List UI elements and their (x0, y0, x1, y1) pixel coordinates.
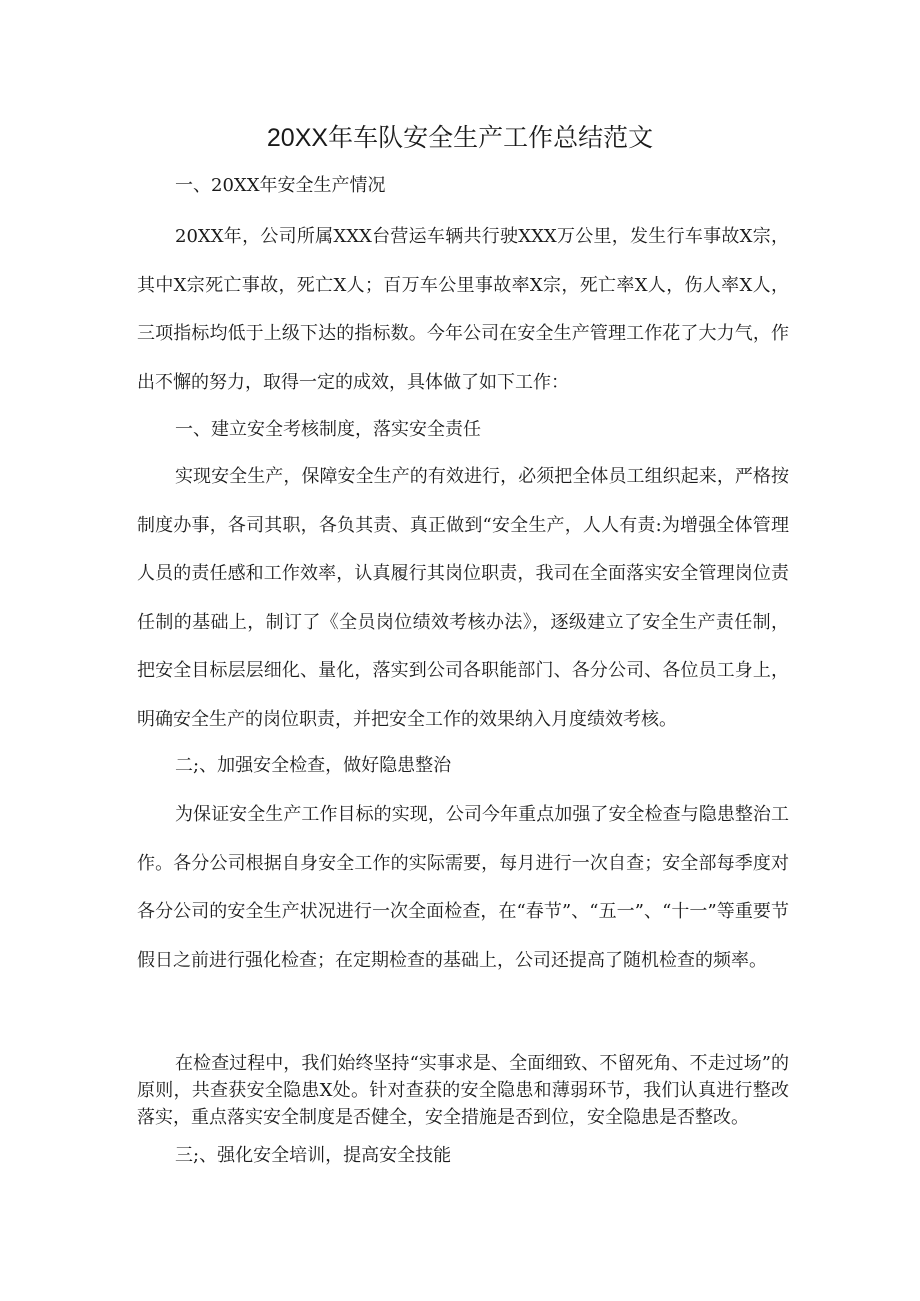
paragraph-intro: 20XX年，公司所属XXX台营运车辆共行驶XXX万公里，发生行车事故X宗，其中X宗死亡事故，死亡X人；百万车公里事故率X宗，死亡率X人，伤人率X人，三项指标均低于上级下达的指标数。今年公司在安全生产管理工作花了大力气，作出不懈的努力，取得一定的成效，具体做了如下工作： (137, 226, 789, 393)
paragraph-1: 实现安全生产，保障安全生产的有效进行，必须把全体员工组织起来，严格按制度办事，各司其职，各负其责、真正做到“安全生产，人人有责:为增强全体管理人员的责任感和工作效率，认真履行其岗位职责，我司在全面落实安全管理岗位责任制的基础上，制订了《全员岗位绩效考核办法》，逐级建立了安全生产责任制，把安全目标层层细化、量化，落实到公司各职能部门、各分公司、各位员工身上，明确安全生产的岗位职责，并把安全工作的效果纳入月度绩效考核。 (137, 466, 789, 730)
paragraph-2: 为保证安全生产工作目标的实现，公司今年重点加强了安全检查与隐患整治工作。各分公司根据自身安全工作的实际需要，每月进行一次自查；安全部每季度对各分公司的安全生产状况进行一次全面检查，在“春节”、“五一”、“十一”等重要节假日之前进行强化检查；在定期检查的基础上，公司还提高了随机检查的频率。 (137, 804, 789, 971)
section-heading-intro: 一、20XX年安全生产情况 (175, 175, 386, 196)
section-heading-3: 三;、强化安全培训，提高安全技能 (175, 1145, 452, 1166)
document-title: 20XX年车队安全生产工作总结范文 (266, 124, 654, 152)
paragraph-3: 在检查过程中，我们始终坚持“实事求是、全面细致、不留死角、不走过场”的原则，共查获安全隐患X处。针对查获的安全隐患和薄弱环节，我们认真进行整改落实，重点落实安全制度是否健全，安全措施是否到位，安全隐患是否整改。 (137, 1053, 789, 1128)
section-heading-1: 一、建立安全考核制度，落实安全责任 (175, 419, 481, 440)
section-heading-2: 二;、加强安全检查，做好隐患整治 (175, 755, 452, 776)
